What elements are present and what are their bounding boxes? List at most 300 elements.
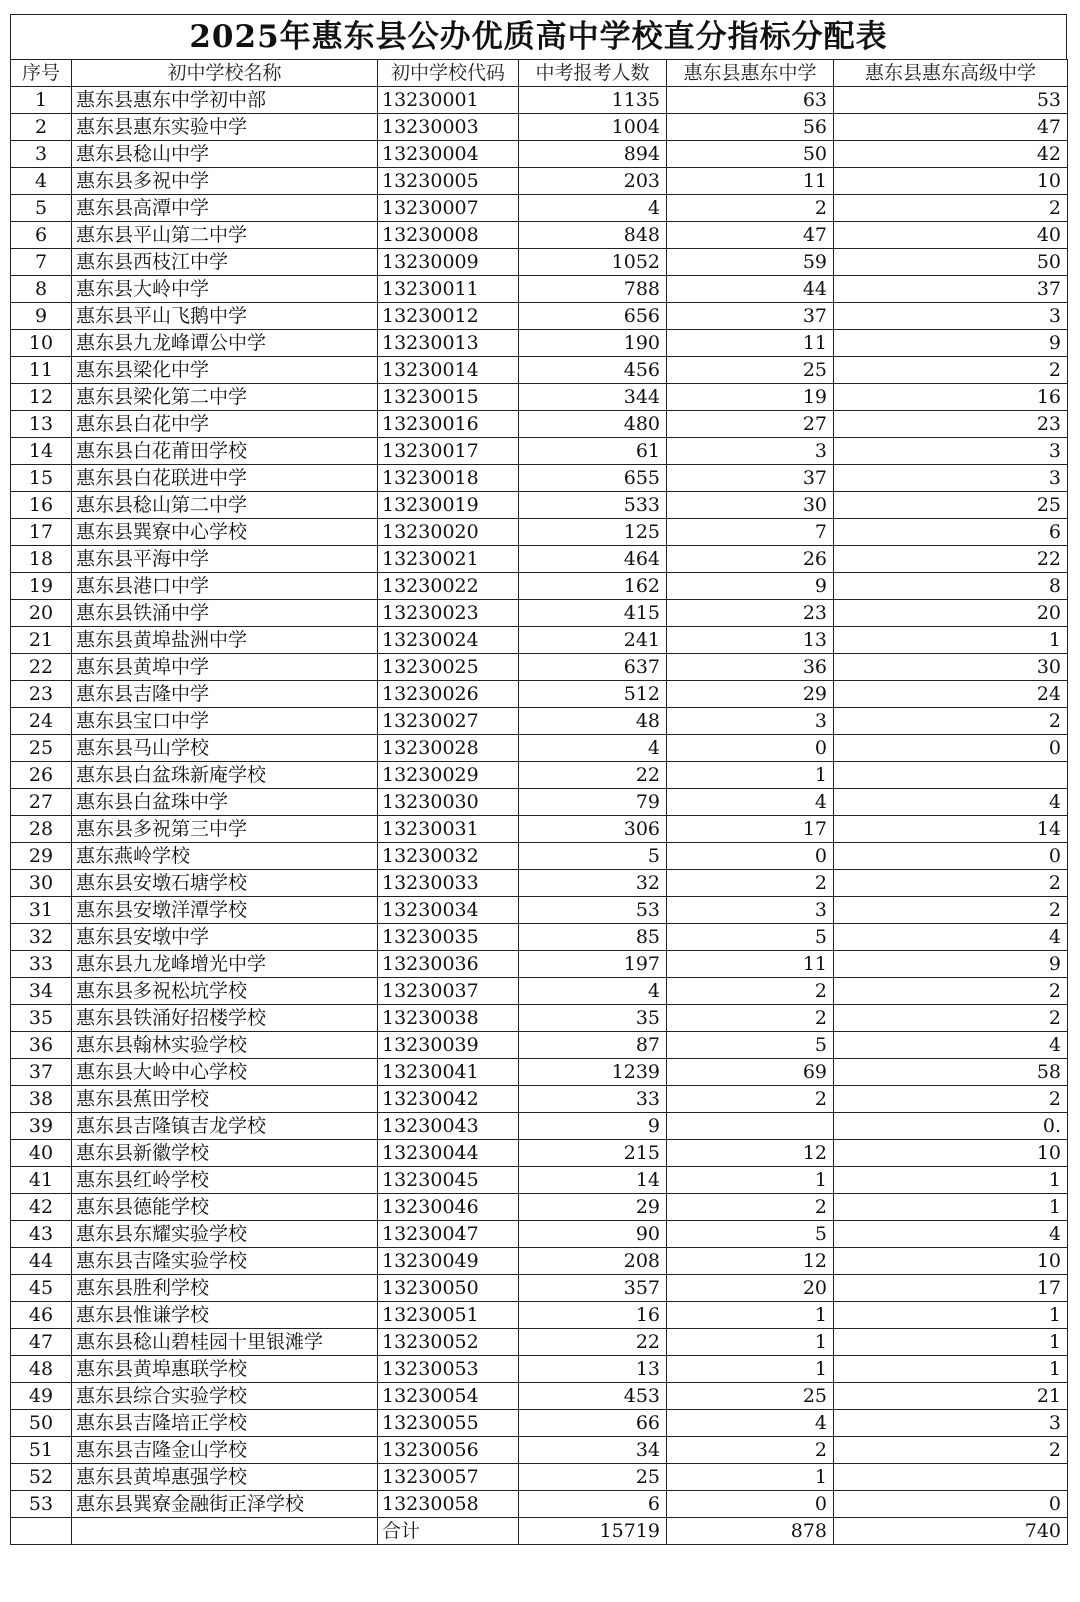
school-name-cell: 惠东县巽寮金融街正泽学校: [72, 1491, 378, 1518]
row-number-cell: 41: [11, 1167, 72, 1194]
huidong-middle-quota-cell: 2: [667, 1194, 834, 1221]
school-name-cell: 惠东县白花莆田学校: [72, 438, 378, 465]
school-code-cell: 13230049: [378, 1248, 519, 1275]
row-number-cell: 46: [11, 1302, 72, 1329]
huidong-senior-quota-cell: 23: [834, 411, 1068, 438]
table-row: [11, 627, 1068, 654]
huidong-senior-quota-cell: 47: [834, 114, 1068, 141]
row-number-cell: 15: [11, 465, 72, 492]
huidong-middle-quota-cell: 3: [667, 708, 834, 735]
row-number-cell: 14: [11, 438, 72, 465]
table-body: [11, 87, 1068, 1518]
row-number-cell: 51: [11, 1437, 72, 1464]
header-cell: 初中学校代码: [378, 60, 519, 87]
exam-count-cell: 33: [519, 1086, 667, 1113]
school-name-cell: 惠东县铁涌好招楼学校: [72, 1005, 378, 1032]
row-number-cell: 30: [11, 870, 72, 897]
huidong-middle-quota-cell: 1: [667, 1329, 834, 1356]
school-code-cell: 13230047: [378, 1221, 519, 1248]
table-row: [11, 573, 1068, 600]
huidong-senior-quota-cell: 9: [834, 330, 1068, 357]
exam-count-cell: 22: [519, 762, 667, 789]
school-name-cell: 惠东燕岭学校: [72, 843, 378, 870]
exam-count-cell: 13: [519, 1356, 667, 1383]
row-number-cell: 7: [11, 249, 72, 276]
huidong-middle-quota-cell: 50: [667, 141, 834, 168]
huidong-senior-quota-cell: 4: [834, 789, 1068, 816]
school-code-cell: 13230035: [378, 924, 519, 951]
school-name-cell: 惠东县大岭中心学校: [72, 1059, 378, 1086]
exam-count-cell: 25: [519, 1464, 667, 1491]
row-number-cell: 37: [11, 1059, 72, 1086]
school-code-cell: 13230028: [378, 735, 519, 762]
school-code-cell: 13230053: [378, 1356, 519, 1383]
table-row: [11, 438, 1068, 465]
school-name-cell: 惠东县新徽学校: [72, 1140, 378, 1167]
row-number-cell: 44: [11, 1248, 72, 1275]
school-code-cell: 13230026: [378, 681, 519, 708]
huidong-senior-quota-cell: 1: [834, 1302, 1068, 1329]
table-row: [11, 1329, 1068, 1356]
total-count: 15719: [519, 1518, 667, 1545]
school-name-cell: 惠东县安墩洋潭学校: [72, 897, 378, 924]
school-name-cell: 惠东县稔山碧桂园十里银滩学: [72, 1329, 378, 1356]
huidong-middle-quota-cell: 1: [667, 1167, 834, 1194]
huidong-middle-quota-cell: 3: [667, 438, 834, 465]
row-number-cell: 24: [11, 708, 72, 735]
school-code-cell: 13230022: [378, 573, 519, 600]
row-number-cell: 49: [11, 1383, 72, 1410]
table-row: [11, 1302, 1068, 1329]
header-cell: 惠东县惠东中学: [667, 60, 834, 87]
huidong-middle-quota-cell: [667, 1113, 834, 1140]
header-cell: 惠东县惠东高级中学: [834, 60, 1068, 87]
huidong-senior-quota-cell: 3: [834, 438, 1068, 465]
huidong-middle-quota-cell: 1: [667, 1356, 834, 1383]
row-number-cell: 21: [11, 627, 72, 654]
huidong-senior-quota-cell: 1: [834, 1194, 1068, 1221]
huidong-middle-quota-cell: 26: [667, 546, 834, 573]
huidong-middle-quota-cell: 4: [667, 1410, 834, 1437]
school-code-cell: 13230034: [378, 897, 519, 924]
school-code-cell: 13230057: [378, 1464, 519, 1491]
school-name-cell: 惠东县平山第二中学: [72, 222, 378, 249]
table-row: [11, 681, 1068, 708]
huidong-middle-quota-cell: 11: [667, 330, 834, 357]
huidong-senior-quota-cell: [834, 762, 1068, 789]
school-code-cell: 13230013: [378, 330, 519, 357]
table-row: [11, 897, 1068, 924]
huidong-middle-quota-cell: 2: [667, 978, 834, 1005]
school-name-cell: 惠东县东耀实验学校: [72, 1221, 378, 1248]
huidong-middle-quota-cell: 23: [667, 600, 834, 627]
huidong-middle-quota-cell: 2: [667, 1005, 834, 1032]
table-row: [11, 1086, 1068, 1113]
huidong-middle-quota-cell: 5: [667, 924, 834, 951]
school-code-cell: 13230032: [378, 843, 519, 870]
school-name-cell: 惠东县惠东中学初中部: [72, 87, 378, 114]
exam-count-cell: 4: [519, 978, 667, 1005]
school-code-cell: 13230024: [378, 627, 519, 654]
row-number-cell: 12: [11, 384, 72, 411]
huidong-middle-quota-cell: 4: [667, 789, 834, 816]
header-cell: 中考报考人数: [519, 60, 667, 87]
school-name-cell: 惠东县稔山第二中学: [72, 492, 378, 519]
row-number-cell: 47: [11, 1329, 72, 1356]
table-row: [11, 195, 1068, 222]
school-name-cell: 惠东县平海中学: [72, 546, 378, 573]
huidong-senior-quota-cell: 21: [834, 1383, 1068, 1410]
huidong-senior-quota-cell: 40: [834, 222, 1068, 249]
exam-count-cell: 125: [519, 519, 667, 546]
huidong-middle-quota-cell: 2: [667, 195, 834, 222]
school-code-cell: 13230001: [378, 87, 519, 114]
huidong-middle-quota-cell: 20: [667, 1275, 834, 1302]
table-row: [11, 978, 1068, 1005]
school-code-cell: 13230008: [378, 222, 519, 249]
table-row: [11, 1059, 1068, 1086]
school-code-cell: 13230042: [378, 1086, 519, 1113]
huidong-senior-quota-cell: 2: [834, 1005, 1068, 1032]
huidong-middle-quota-cell: 19: [667, 384, 834, 411]
school-name-cell: 惠东县多祝中学: [72, 168, 378, 195]
row-number-cell: 2: [11, 114, 72, 141]
school-name-cell: 惠东县港口中学: [72, 573, 378, 600]
huidong-senior-quota-cell: 3: [834, 1410, 1068, 1437]
exam-count-cell: 61: [519, 438, 667, 465]
huidong-middle-quota-cell: 12: [667, 1248, 834, 1275]
huidong-senior-quota-cell: 30: [834, 654, 1068, 681]
table-row: [11, 1437, 1068, 1464]
row-number-cell: 27: [11, 789, 72, 816]
huidong-senior-quota-cell: 53: [834, 87, 1068, 114]
table-row: [11, 1275, 1068, 1302]
school-name-cell: 惠东县多祝第三中学: [72, 816, 378, 843]
school-name-cell: 惠东县胜利学校: [72, 1275, 378, 1302]
row-number-cell: 8: [11, 276, 72, 303]
exam-count-cell: 456: [519, 357, 667, 384]
huidong-middle-quota-cell: 7: [667, 519, 834, 546]
school-name-cell: 惠东县红岭学校: [72, 1167, 378, 1194]
exam-count-cell: 203: [519, 168, 667, 195]
school-name-cell: 惠东县吉隆实验学校: [72, 1248, 378, 1275]
school-code-cell: 13230045: [378, 1167, 519, 1194]
huidong-senior-quota-cell: 10: [834, 1248, 1068, 1275]
exam-count-cell: 85: [519, 924, 667, 951]
row-number-cell: 5: [11, 195, 72, 222]
school-code-cell: 13230046: [378, 1194, 519, 1221]
row-number-cell: 28: [11, 816, 72, 843]
school-code-cell: 13230050: [378, 1275, 519, 1302]
allocation-sheet: [10, 14, 1067, 1545]
school-code-cell: 13230044: [378, 1140, 519, 1167]
huidong-middle-quota-cell: 2: [667, 1437, 834, 1464]
school-name-cell: 惠东县吉隆培正学校: [72, 1410, 378, 1437]
table-row: [11, 654, 1068, 681]
school-name-cell: 惠东县巽寮中心学校: [72, 519, 378, 546]
total-a: 878: [667, 1518, 834, 1545]
huidong-middle-quota-cell: 37: [667, 303, 834, 330]
huidong-senior-quota-cell: 42: [834, 141, 1068, 168]
row-number-cell: 32: [11, 924, 72, 951]
huidong-senior-quota-cell: 6: [834, 519, 1068, 546]
exam-count-cell: 480: [519, 411, 667, 438]
huidong-middle-quota-cell: 25: [667, 1383, 834, 1410]
school-name-cell: 惠东县马山学校: [72, 735, 378, 762]
row-number-cell: 20: [11, 600, 72, 627]
huidong-senior-quota-cell: 24: [834, 681, 1068, 708]
row-number-cell: 25: [11, 735, 72, 762]
huidong-senior-quota-cell: 3: [834, 465, 1068, 492]
school-code-cell: 13230017: [378, 438, 519, 465]
exam-count-cell: 4: [519, 195, 667, 222]
row-number-cell: 16: [11, 492, 72, 519]
table-row: [11, 87, 1068, 114]
exam-count-cell: 90: [519, 1221, 667, 1248]
huidong-middle-quota-cell: 0: [667, 1491, 834, 1518]
huidong-senior-quota-cell: 4: [834, 1032, 1068, 1059]
table-row: [11, 870, 1068, 897]
exam-count-cell: 4: [519, 735, 667, 762]
header-cell: 序号: [11, 60, 72, 87]
school-code-cell: 13230030: [378, 789, 519, 816]
exam-count-cell: 344: [519, 384, 667, 411]
row-number-cell: 34: [11, 978, 72, 1005]
row-number-cell: 33: [11, 951, 72, 978]
huidong-middle-quota-cell: 56: [667, 114, 834, 141]
huidong-middle-quota-cell: 17: [667, 816, 834, 843]
school-name-cell: 惠东县白盆珠中学: [72, 789, 378, 816]
huidong-middle-quota-cell: 11: [667, 951, 834, 978]
huidong-senior-quota-cell: 2: [834, 357, 1068, 384]
school-code-cell: 13230036: [378, 951, 519, 978]
table-row: [11, 303, 1068, 330]
table-row: [11, 168, 1068, 195]
school-name-cell: 惠东县白花中学: [72, 411, 378, 438]
exam-count-cell: 16: [519, 1302, 667, 1329]
exam-count-cell: 5: [519, 843, 667, 870]
table-row: [11, 843, 1068, 870]
huidong-senior-quota-cell: 4: [834, 924, 1068, 951]
huidong-middle-quota-cell: 63: [667, 87, 834, 114]
row-number-cell: 53: [11, 1491, 72, 1518]
row-number-cell: 40: [11, 1140, 72, 1167]
exam-count-cell: 306: [519, 816, 667, 843]
row-number-cell: 3: [11, 141, 72, 168]
school-name-cell: 惠东县黄埠惠强学校: [72, 1464, 378, 1491]
school-name-cell: 惠东县白花联进中学: [72, 465, 378, 492]
school-name-cell: 惠东县大岭中学: [72, 276, 378, 303]
huidong-middle-quota-cell: 0: [667, 843, 834, 870]
row-number-cell: 29: [11, 843, 72, 870]
school-code-cell: 13230016: [378, 411, 519, 438]
huidong-senior-quota-cell: 25: [834, 492, 1068, 519]
exam-count-cell: 208: [519, 1248, 667, 1275]
table-row: [11, 708, 1068, 735]
school-name-cell: 惠东县梁化第二中学: [72, 384, 378, 411]
row-number-cell: 52: [11, 1464, 72, 1491]
school-name-cell: 惠东县黄埠中学: [72, 654, 378, 681]
huidong-senior-quota-cell: 3: [834, 303, 1068, 330]
table-row: [11, 1194, 1068, 1221]
school-name-cell: 惠东县宝口中学: [72, 708, 378, 735]
table-row: [11, 1221, 1068, 1248]
huidong-middle-quota-cell: 25: [667, 357, 834, 384]
table-row: [11, 1383, 1068, 1410]
exam-count-cell: 6: [519, 1491, 667, 1518]
table-row: [11, 465, 1068, 492]
huidong-middle-quota-cell: 37: [667, 465, 834, 492]
school-name-cell: 惠东县铁涌中学: [72, 600, 378, 627]
row-number-cell: 45: [11, 1275, 72, 1302]
huidong-senior-quota-cell: 9: [834, 951, 1068, 978]
exam-count-cell: 34: [519, 1437, 667, 1464]
school-code-cell: 13230037: [378, 978, 519, 1005]
school-code-cell: 13230031: [378, 816, 519, 843]
exam-count-cell: 35: [519, 1005, 667, 1032]
huidong-middle-quota-cell: 1: [667, 762, 834, 789]
school-name-cell: 惠东县黄埠惠联学校: [72, 1356, 378, 1383]
school-code-cell: 13230015: [378, 384, 519, 411]
exam-count-cell: 22: [519, 1329, 667, 1356]
school-name-cell: 惠东县高潭中学: [72, 195, 378, 222]
row-number-cell: 18: [11, 546, 72, 573]
exam-count-cell: 848: [519, 222, 667, 249]
huidong-senior-quota-cell: 1: [834, 1356, 1068, 1383]
huidong-middle-quota-cell: 30: [667, 492, 834, 519]
school-name-cell: 惠东县安墩中学: [72, 924, 378, 951]
school-name-cell: 惠东县平山飞鹅中学: [72, 303, 378, 330]
table-row: [11, 600, 1068, 627]
school-name-cell: 惠东县安墩石塘学校: [72, 870, 378, 897]
row-number-cell: 4: [11, 168, 72, 195]
school-code-cell: 13230039: [378, 1032, 519, 1059]
huidong-middle-quota-cell: 11: [667, 168, 834, 195]
row-number-cell: 23: [11, 681, 72, 708]
exam-count-cell: 66: [519, 1410, 667, 1437]
school-code-cell: 13230007: [378, 195, 519, 222]
huidong-senior-quota-cell: 2: [834, 1086, 1068, 1113]
row-number-cell: 31: [11, 897, 72, 924]
huidong-middle-quota-cell: 1: [667, 1464, 834, 1491]
school-code-cell: 13230027: [378, 708, 519, 735]
table-row: [11, 330, 1068, 357]
school-name-cell: 惠东县翰林实验学校: [72, 1032, 378, 1059]
total-name-cell: [72, 1518, 378, 1545]
huidong-middle-quota-cell: 27: [667, 411, 834, 438]
huidong-senior-quota-cell: 2: [834, 897, 1068, 924]
huidong-senior-quota-cell: 0: [834, 1491, 1068, 1518]
huidong-middle-quota-cell: 59: [667, 249, 834, 276]
exam-count-cell: 215: [519, 1140, 667, 1167]
school-name-cell: 惠东县吉隆中学: [72, 681, 378, 708]
table-row: [11, 249, 1068, 276]
school-name-cell: 惠东县西枝江中学: [72, 249, 378, 276]
header-row: [11, 60, 1068, 87]
table-row: [11, 816, 1068, 843]
row-number-cell: 48: [11, 1356, 72, 1383]
table-row: [11, 1410, 1068, 1437]
huidong-middle-quota-cell: 3: [667, 897, 834, 924]
row-number-cell: 11: [11, 357, 72, 384]
huidong-senior-quota-cell: 16: [834, 384, 1068, 411]
exam-count-cell: 415: [519, 600, 667, 627]
exam-count-cell: 14: [519, 1167, 667, 1194]
huidong-middle-quota-cell: 69: [667, 1059, 834, 1086]
table-row: [11, 951, 1068, 978]
table-row: [11, 1356, 1068, 1383]
exam-count-cell: 788: [519, 276, 667, 303]
huidong-senior-quota-cell: 0.: [834, 1113, 1068, 1140]
school-code-cell: 13230005: [378, 168, 519, 195]
exam-count-cell: 1239: [519, 1059, 667, 1086]
huidong-senior-quota-cell: 2: [834, 708, 1068, 735]
total-no-cell: [11, 1518, 72, 1545]
huidong-senior-quota-cell: 2: [834, 870, 1068, 897]
exam-count-cell: 162: [519, 573, 667, 600]
huidong-senior-quota-cell: 50: [834, 249, 1068, 276]
huidong-senior-quota-cell: 58: [834, 1059, 1068, 1086]
table-row: [11, 735, 1068, 762]
table-row: [11, 1167, 1068, 1194]
school-code-cell: 13230014: [378, 357, 519, 384]
huidong-middle-quota-cell: 29: [667, 681, 834, 708]
exam-count-cell: 79: [519, 789, 667, 816]
row-number-cell: 22: [11, 654, 72, 681]
school-code-cell: 13230051: [378, 1302, 519, 1329]
allocation-table: [10, 59, 1068, 1545]
school-name-cell: 惠东县九龙峰增光中学: [72, 951, 378, 978]
huidong-middle-quota-cell: 2: [667, 1086, 834, 1113]
exam-count-cell: 894: [519, 141, 667, 168]
exam-count-cell: 533: [519, 492, 667, 519]
school-code-cell: 13230038: [378, 1005, 519, 1032]
huidong-senior-quota-cell: 1: [834, 1329, 1068, 1356]
huidong-middle-quota-cell: 47: [667, 222, 834, 249]
table-row: [11, 1248, 1068, 1275]
huidong-middle-quota-cell: 9: [667, 573, 834, 600]
huidong-senior-quota-cell: 0: [834, 843, 1068, 870]
school-code-cell: 13230043: [378, 1113, 519, 1140]
huidong-senior-quota-cell: 1: [834, 627, 1068, 654]
huidong-middle-quota-cell: 44: [667, 276, 834, 303]
exam-count-cell: 241: [519, 627, 667, 654]
school-name-cell: 惠东县稔山中学: [72, 141, 378, 168]
table-row: [11, 519, 1068, 546]
table-row: [11, 1464, 1068, 1491]
row-number-cell: 38: [11, 1086, 72, 1113]
table-row: [11, 762, 1068, 789]
table-row: [11, 1140, 1068, 1167]
row-number-cell: 13: [11, 411, 72, 438]
school-code-cell: 13230003: [378, 114, 519, 141]
table-row: [11, 411, 1068, 438]
huidong-senior-quota-cell: 14: [834, 816, 1068, 843]
school-code-cell: 13230055: [378, 1410, 519, 1437]
school-code-cell: 13230058: [378, 1491, 519, 1518]
table-row: [11, 114, 1068, 141]
school-name-cell: 惠东县吉隆镇吉龙学校: [72, 1113, 378, 1140]
school-code-cell: 13230004: [378, 141, 519, 168]
exam-count-cell: 1052: [519, 249, 667, 276]
table-row: [11, 357, 1068, 384]
row-number-cell: 36: [11, 1032, 72, 1059]
row-number-cell: 43: [11, 1221, 72, 1248]
school-code-cell: 13230021: [378, 546, 519, 573]
school-code-cell: 13230011: [378, 276, 519, 303]
exam-count-cell: 1135: [519, 87, 667, 114]
total-row: [11, 1518, 1068, 1545]
